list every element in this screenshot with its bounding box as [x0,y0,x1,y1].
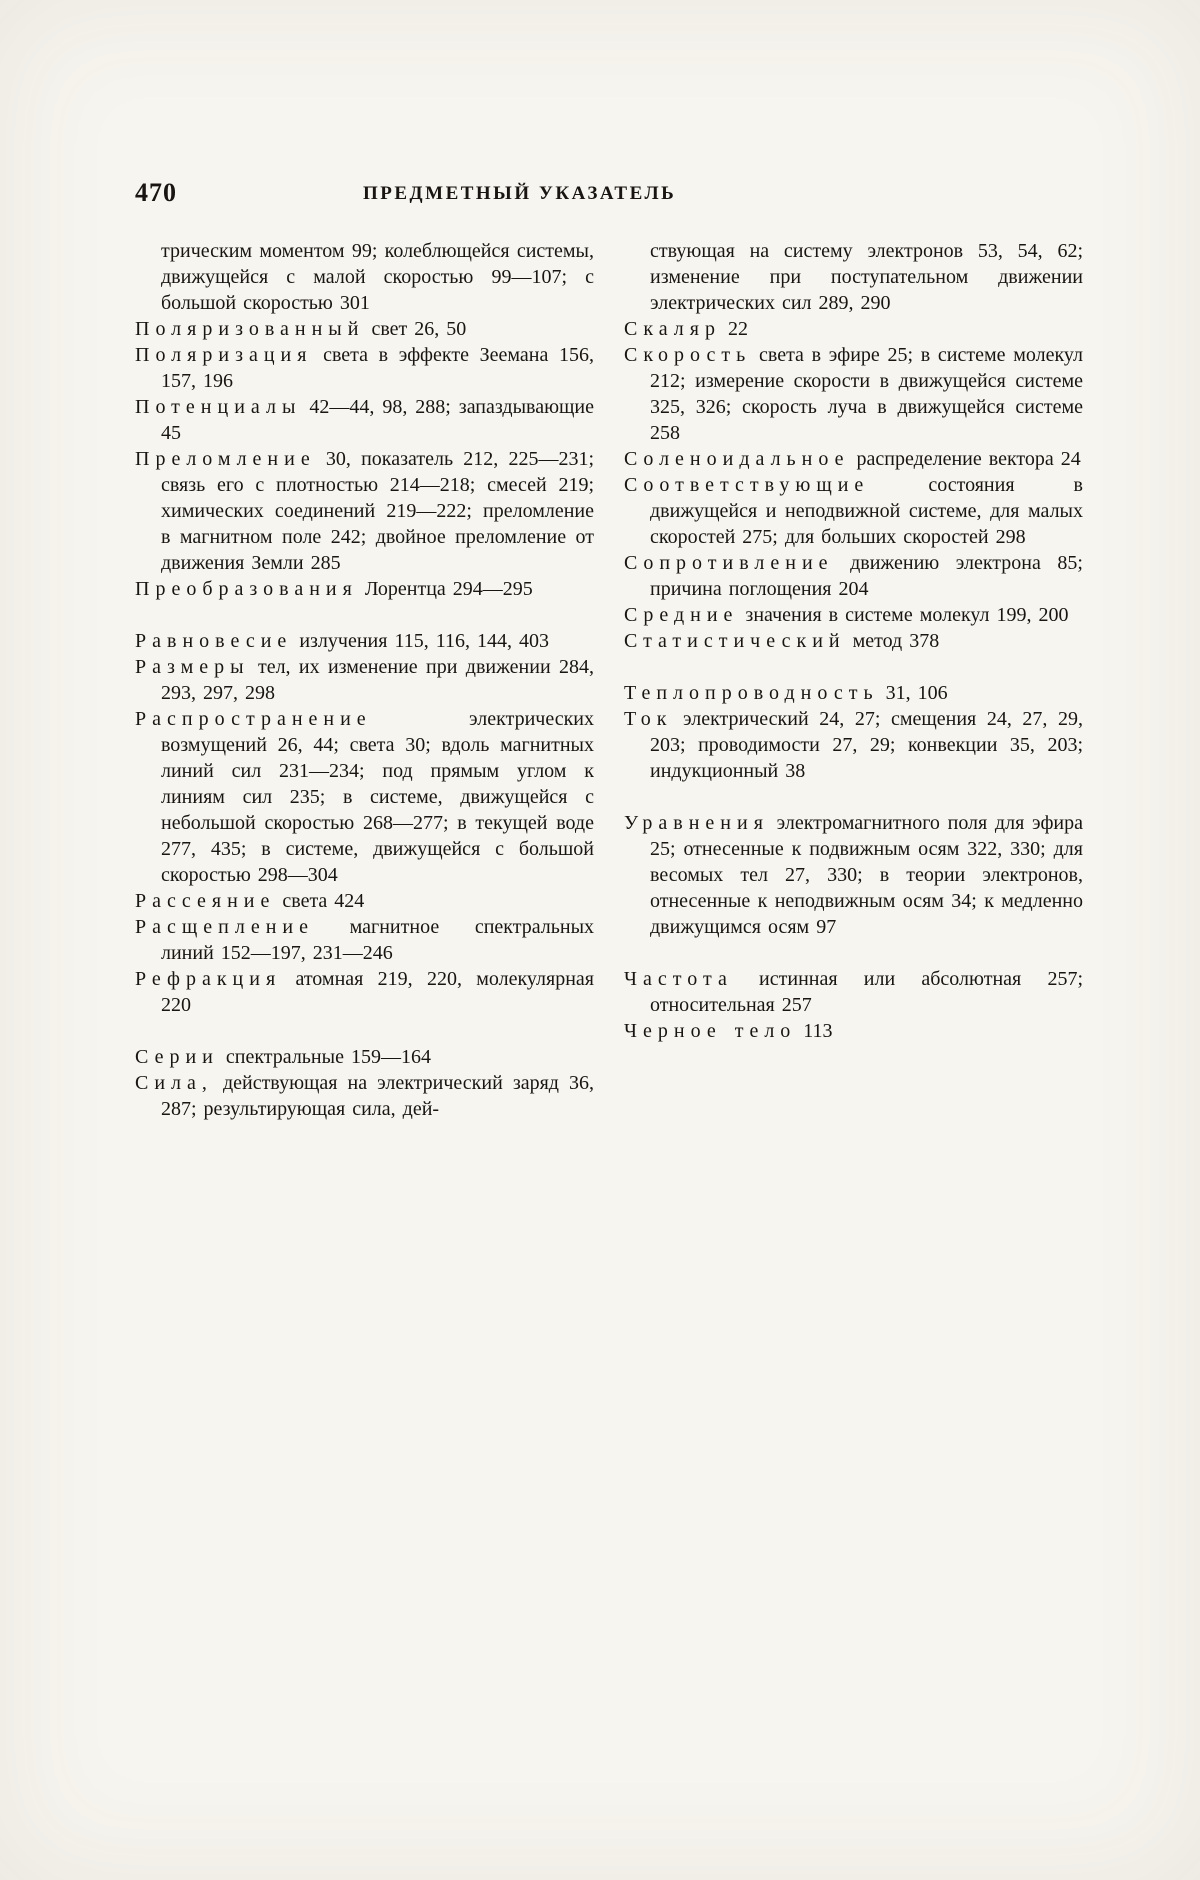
index-entry-text: электромагнитного поля для эфира 25; отнесенные к подвижным осям 322, 330; для весомых тел 27, 330; в теории электронов, отнесенные к неподвижным осям 34; к медленно движущимся осям 97 [650,812,1083,938]
index-entry-text: движению электрона 85; причина поглощения 204 [650,552,1083,600]
index-term: Ток [624,708,673,730]
index-entry [135,628,594,654]
index-term: Расщепление [135,916,314,938]
index-entry [135,888,594,914]
index-entry-text: электрических возмущений 26, 44; света 30; вдоль магнитных линий сил 231—234; под прямым углом к линиям сил 235; в системе, движущейся с небольшой скоростью 268—277; в текущей воде 277, 435; в системе, движущейся с большой скоростью 298—304 [161,708,594,886]
index-entry [135,394,594,446]
index-entry [624,550,1083,602]
index-entry [624,316,1083,342]
index-term: Преобразования [135,578,358,600]
index-term: Рассеяние [135,890,276,912]
index-entry-text: распределение вектора 24 [856,448,1081,470]
running-head-title: ПРЕДМЕТНЫЙ УКАЗАТЕЛЬ [363,183,677,204]
index-term: Распространение [135,708,372,730]
index-entry-text: атомная 219, 220, молекулярная 220 [161,968,595,1016]
index-entry [135,706,594,888]
index-entry [135,654,594,706]
index-entry [624,628,1083,654]
index-entry [624,680,1083,706]
index-entry-text: 113 [803,1020,833,1042]
index-entry-text: значения в системе молекул 199, 200 [745,604,1069,626]
index-entry [624,446,1083,472]
index-entry [624,810,1083,940]
index-term: Черное тело [624,1020,797,1042]
index-term: Поляризация [135,344,313,366]
index-entry-text: света в эфире 25; в системе молекул 212; измерение скорости в движущейся системе 325, 326; скорость луча в движущейся системе 258 [650,344,1083,444]
index-entry [135,1070,594,1122]
index-term: Скорость [624,344,752,366]
index-entry-text: истинная или абсолютная 257; относительная 257 [650,968,1083,1016]
index-entry [624,602,1083,628]
index-entry [135,576,594,602]
index-term: Теплопроводность [624,682,879,704]
index-entry [624,706,1083,784]
index-term: Поляризованный [135,318,365,340]
index-entry-text: 31, 106 [885,682,948,704]
index-entry [624,1018,1083,1044]
index-entry-text: действующая на электрический заряд 36, 287; результирующая сила, дей- [161,1072,594,1120]
index-entry-text: спектральные 159—164 [225,1046,431,1068]
index-entry-text: состояния в движущейся и неподвижной системе, для малых скоростей 275; для больших скоростей 298 [650,474,1083,548]
index-entry [624,342,1083,446]
index-entry-text: трическим моментом 99; колеблющейся системы, движущейся с малой скоростью 99—107; с большой скоростью 301 [161,240,594,314]
index-entry-text: тел, их изменение при движении 284, 293, 297, 298 [161,656,594,704]
index-entry-text: электрический 24, 27; смещения 24, 27, 29, 203; проводимости 27, 29; конвекции 35, 203; индукционный 38 [650,708,1083,782]
index-entry [135,1044,594,1070]
index-term: Скаляр [624,318,721,340]
index-term: Сила, [135,1072,213,1094]
index-entry [624,966,1083,1018]
index-entry-text: света 424 [282,890,365,912]
index-term: Серии [135,1046,219,1068]
index-entry-text: метод 378 [852,630,940,652]
right-column [624,238,1083,1122]
index-entry [135,966,594,1018]
running-header [135,178,1083,210]
index-term: Статистический [624,630,846,652]
index-term: Соленоидальное [624,448,850,470]
index-entry-text: света в эффекте Зеемана 156, 157, 196 [161,344,594,392]
index-term: Размеры [135,656,250,678]
index-entry-text: ствующая на систему электронов 53, 54, 62; изменение при поступательном движении электрических сил 289, 290 [650,240,1083,314]
index-entry-text: 30, показатель 212, 225—231; связь его с плотностью 214—218; смесей 219; химических соединений 219—222; преломление в магнитном поле 242; двойное преломление от движения Земли 285 [161,448,594,574]
index-term: Средние [624,604,739,626]
index-term: Сопротивление [624,552,834,574]
index-term: Рефракция [135,968,282,990]
index-entry-text: Лорентца 294—295 [364,578,533,600]
index-term: Равновесие [135,630,293,652]
index-entry-continuation [624,238,1083,316]
index-entry-continuation [135,238,594,316]
left-column [135,238,594,1122]
index-term: Уравнения [624,812,769,834]
index-entry [135,914,594,966]
index-entry-text: 22 [728,318,748,340]
index-term: Потенциалы [135,396,302,418]
index-entry [135,316,594,342]
page-number: 470 [135,178,177,207]
index-entry-text: свет 26, 50 [371,318,467,340]
index-term: Соответствующие [624,474,870,496]
index-columns [135,238,1083,1122]
index-term: Частота [624,968,733,990]
index-entry-text: 42—44, 98, 288; запаздывающие 45 [161,396,595,444]
index-entry-text: магнитное спектральных линий 152—197, 231—246 [161,916,595,964]
index-entry [624,472,1083,550]
index-entry [135,342,594,394]
index-term: Преломление [135,448,316,470]
index-entry-text: излучения 115, 116, 144, 403 [299,630,549,652]
index-entry [135,446,594,576]
